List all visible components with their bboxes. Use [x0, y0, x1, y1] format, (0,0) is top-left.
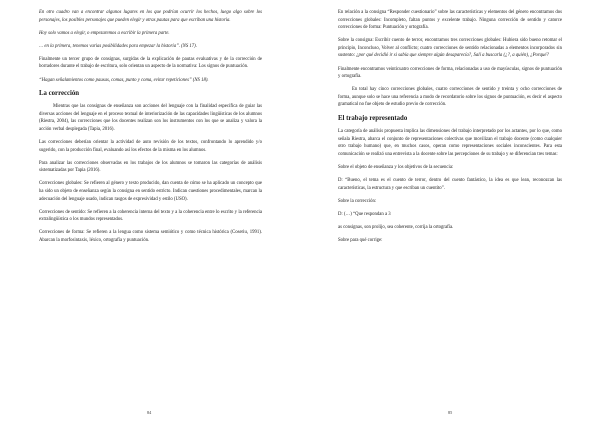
right-paragraph-7: D: “Bueno, el tema es el cuento de terror, dentro del cuento fantástico, la idea es que lean, reconozcan las características, la estructura y que escriban un cuentito”.: [338, 178, 562, 191]
left-paragraph-3: [39, 43, 262, 51]
left-quote-3: … en la primera, tenemos varias posibilidades para empezar la historia”. (NS 17).: [39, 43, 197, 49]
left-paragraph-6: Mientras que las consignas de enseñanza son acciones del lenguaje con la finalidad específica de guiar las diversas acciones del lenguaje en el proceso textual de interiorización de las capacidades lingüísticas de los alumnos (Riestra, 2004), las correcciones que los docentes realizan son los instrumentos con los que se analiza y valora la acción verbal desplegada (Tapia, 2016).: [39, 104, 262, 132]
left-paragraph-10: Correcciones de sentido: Se refieren a la coherencia interna del texto y a la coherencia entre lo escrito y la referencia extralingüística o los mundos representados.: [39, 209, 262, 223]
left-text-column: [39, 9, 262, 250]
section-heading-correccion: La corrección: [39, 90, 80, 98]
left-paragraph-1: En otro cuadro van a encontrar algunos lugares en los que podrían ocurrir los hechos, luego algo sobre los personajes, los posibles personajes que pueden elegir y otras pautas para que escriban una historia.: [39, 10, 262, 23]
right-paragraph-2-quote: ¿por qué decidió ir si sabía que siempre algún desaparecía?, Salí a buscarla (¿?, a quién), ¿Porqué?: [356, 53, 549, 59]
right-page: [300, 0, 600, 424]
right-paragraph-11: Sobre para qué corrige:: [338, 237, 383, 243]
right-paragraph-1: En relación a la consigna “Responder cuestionario” sobre las características y elementos del género encontramos dos correcciones globales: Incompleto, faltan puntos y excelente trabajo. Ninguna corrección de sentido y catorce correcciones de forma: Puntuación y ortografía.: [338, 10, 562, 31]
left-paragraph-2: Hoy solo vamos a elegir, o empezaremos a escribir la primera parte.: [39, 30, 170, 36]
page-number-right: 85: [448, 410, 453, 415]
left-paragraph-8: Para analizar las correcciones observadas en los trabajos de los alumnos se tomaron las categorías de análisis sistematizadas por Tapia (2016).: [39, 160, 262, 174]
right-paragraph-2-text: Sobre la consigna: Escribir cuento de terror, encontramos tres correcciones globales: Hubiera sido bueno retomar el principio, Inconcluso, Volver al conflicto; cuatro correcciones de sentido relacionadas a elementos incorporados sin sustento:: [338, 38, 562, 59]
page-number-left: 84: [147, 410, 152, 415]
right-paragraph-5: La categoría de análisis propuesta implica las dimensiones del trabajo interpretado por los actantes, por lo que, como señala Riestra, abarca el conjunto de representaciones colectivas que movilizan el trabajo docente (como cualquier otro trabajo humano) que, en muchos casos, operan como representaciones sociales inconscientes. Para esta comunicación se realizó una entrevista a la docente sobre las percepciones de su trabajo y se diferencian tres temas:: [338, 129, 562, 157]
left-paragraph-5: [39, 77, 262, 85]
right-paragraph-3: Finalmente encontramos veinticuatro correcciones de forma, relacionadas a uso de mayúsculas, signos de puntuación y ortografía.: [338, 66, 562, 80]
right-paragraph-10: as consignas, son prolijo, sea coherente, corrija la ortografía.: [338, 224, 454, 230]
left-paragraph-9: Correcciones globales: Se refieren al género y texto producido, dan cuenta de cómo se ha aplicado un concepto que ha sido un objeto de enseñanza según la consigna en sentido estricto. Indican cuestiones procedimentales, marcan la adecuación del lenguaje usado, indican rasgos de expresividad y estilo (USO).: [39, 181, 262, 202]
right-paragraph-4: En total hay cinco correcciones globales, cuatro correcciones de sentido y treinta y ocho correcciones de forma, aunque solo se hace una referencia a modo de recordatorio sobre los signos de puntuación, es decir el aspecto gramatical no fue objeto de estudio previo de corrección.: [338, 87, 562, 108]
section-heading-trabajo-representado: El trabajo representado: [338, 115, 408, 123]
right-text-column: [338, 9, 562, 250]
right-paragraph-6: Sobre el objeto de enseñanza y los objetivos de la secuencia:: [338, 164, 454, 170]
left-quote-5: “Hagan señalamientos como pausas, comas, punto y coma, evitar repeticiones” (NS 18).: [39, 77, 209, 83]
right-paragraph-8: Sobre la corrección:: [338, 198, 377, 204]
left-paragraph-11: Correcciones de forma: Se refieren a la lengua como sistema semiótico y como técnica histórica (Coseriu, 1991). Abarcan la morfosintaxis, léxico, ortografía y puntuación.: [39, 230, 262, 243]
left-paragraph-4: Finalmente un tercer grupo de consignas, surgidas de la explicación de pautas evaluativas y de la corrección de borradores durante el trabajo de escritura, solo orientan un aspecto de la normativa: Los signos de puntuación.: [39, 56, 262, 70]
right-paragraph-9: D: (…) “Que respondan a 3: [338, 211, 391, 217]
right-paragraph-2: [338, 37, 562, 60]
left-paragraph-7: Las correcciones deberían orientar la actividad de auto revisión de los textos, confrontando lo aprendido y/o sugerido, con la producción final, evaluando así los efectos de la misma en los alumnos.: [39, 140, 262, 153]
